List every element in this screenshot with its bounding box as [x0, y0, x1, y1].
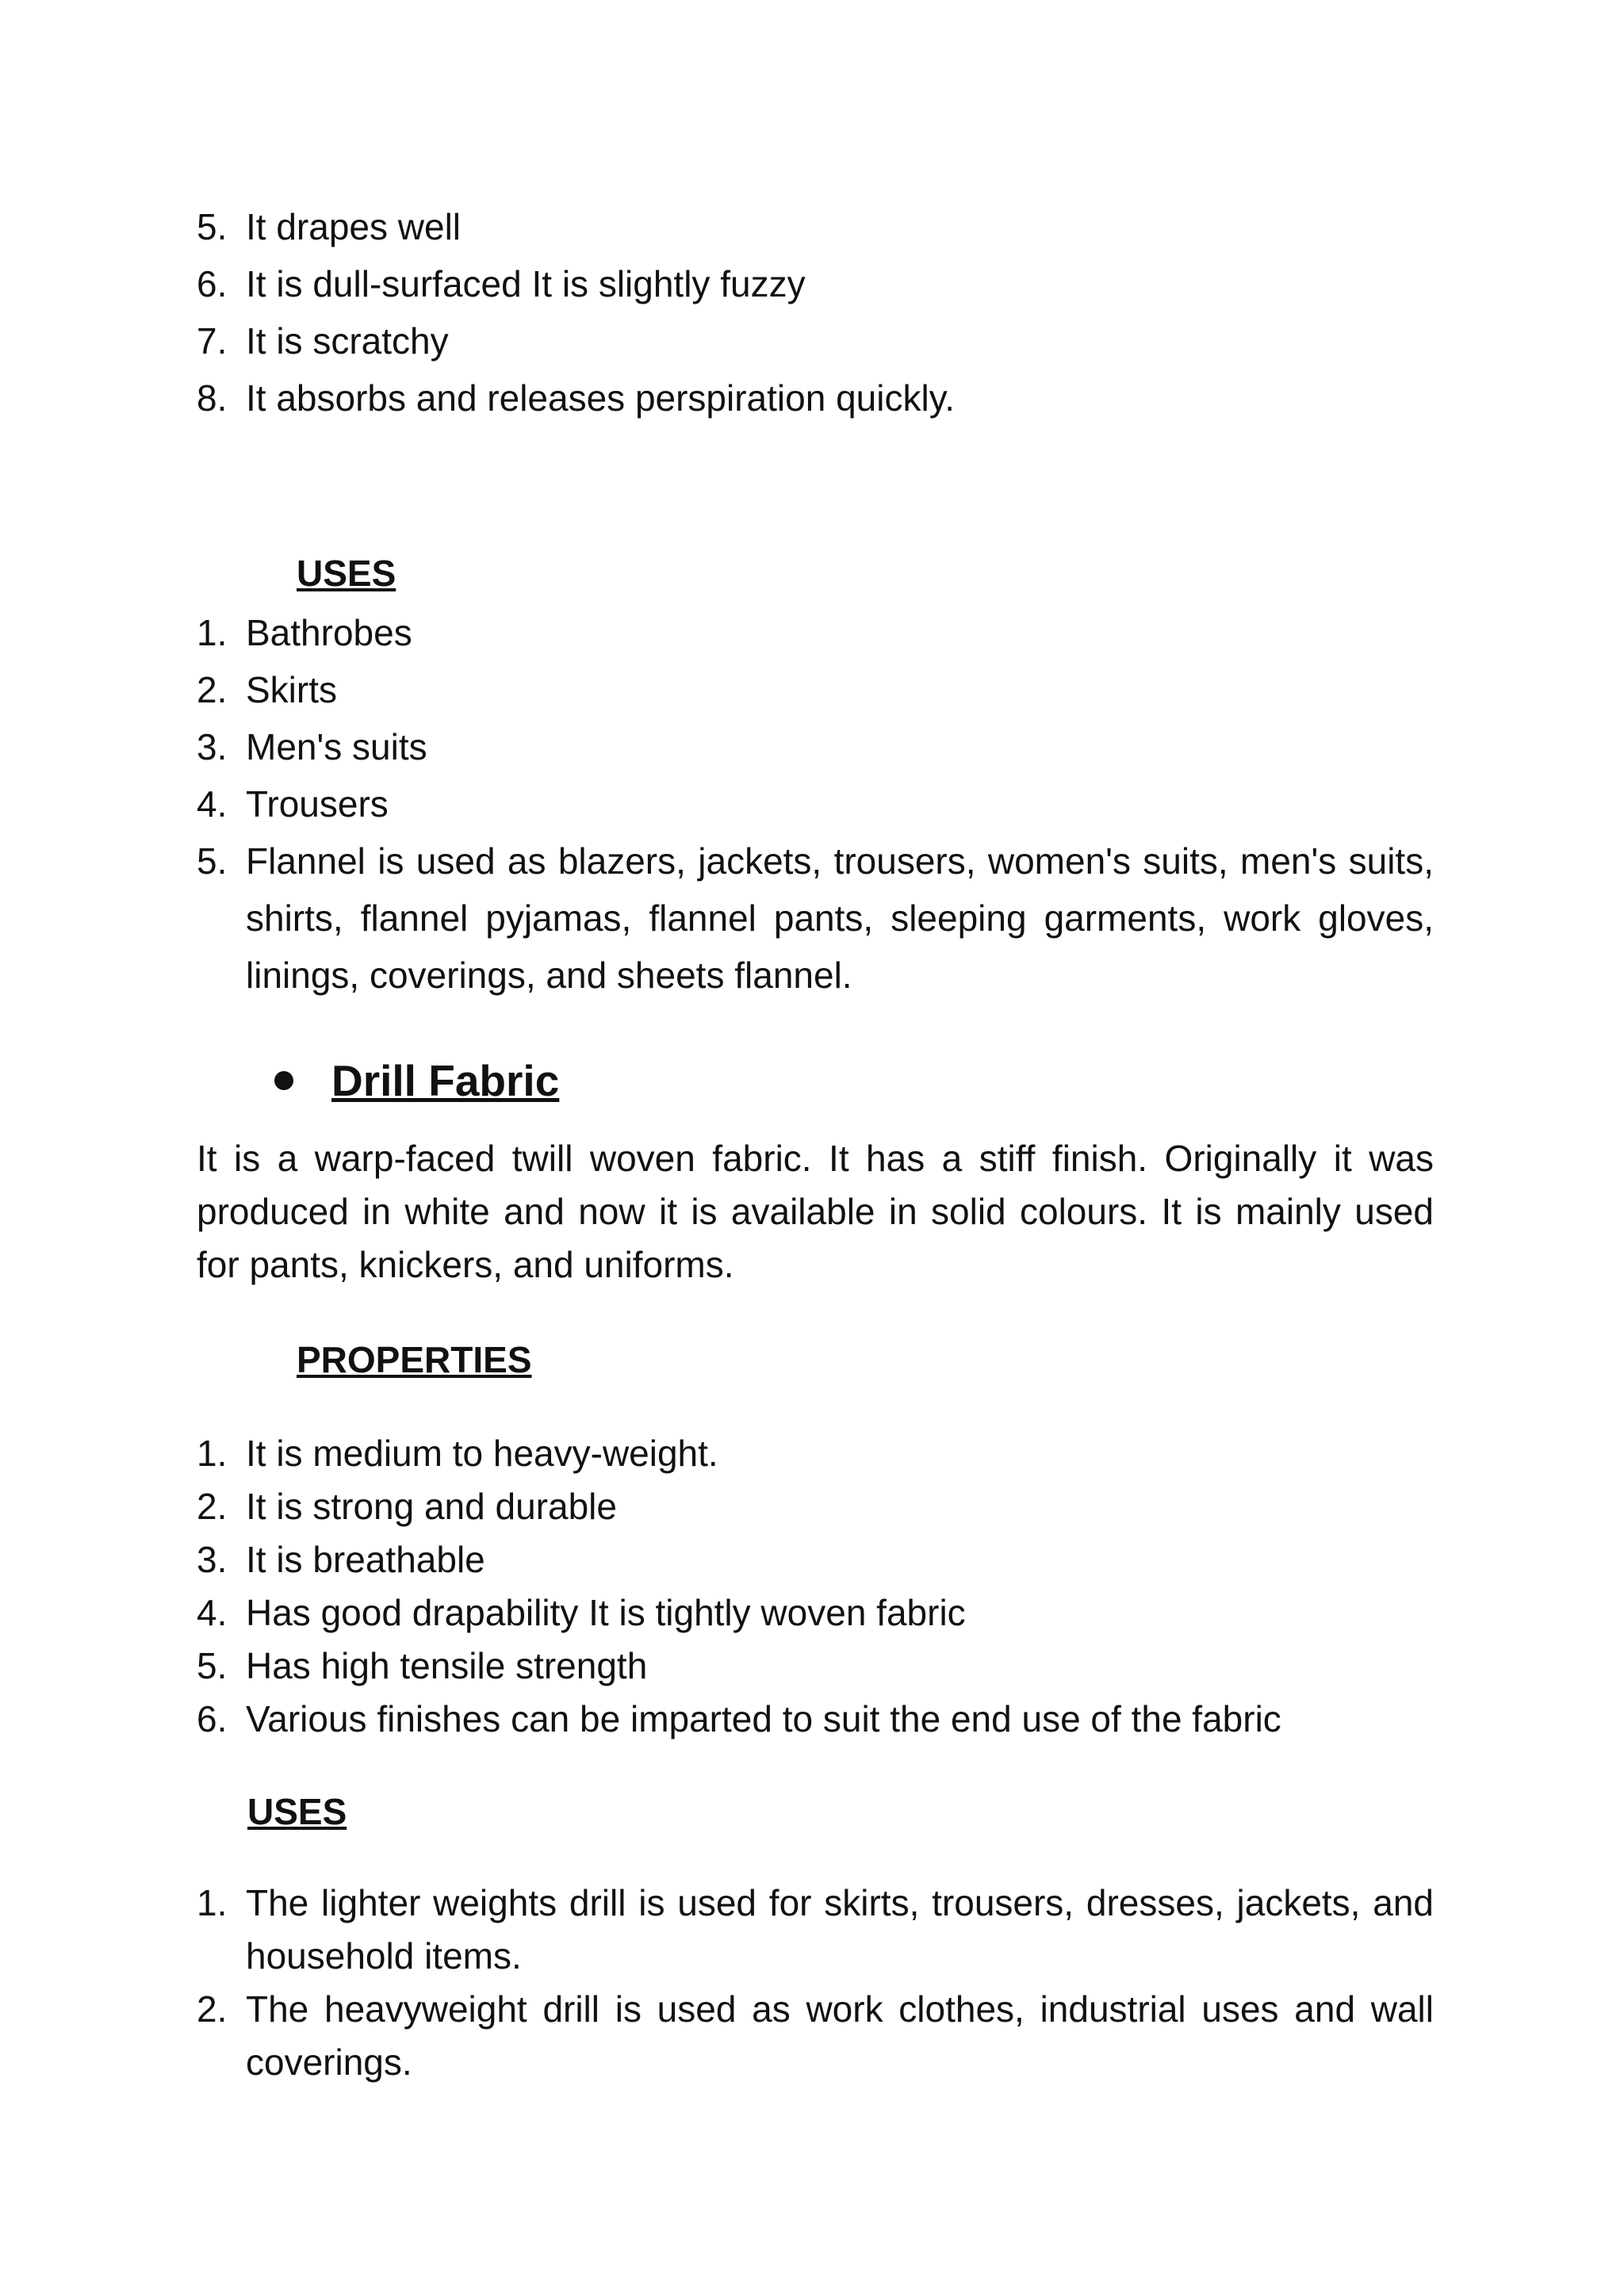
list-item: 1. The lighter weights drill is used for skirts, trousers, dresses, jackets, and household items.	[197, 1882, 1434, 1976]
list-item: 2. It is strong and durable	[197, 1486, 617, 1527]
description-paragraph: It is a warp-faced twill woven fabric. It has a stiff finish. Originally it was produced in white and now it is available in solid colours. It is mainly used for pants, knickers, and uniforms.	[197, 1138, 1434, 1285]
list-item: 6. It is dull-surfaced It is slightly fuzzy	[197, 263, 806, 304]
list-item: 8. It absorbs and releases perspiration quickly.	[197, 377, 956, 419]
bullet-icon	[274, 1071, 293, 1090]
list-item: 5. Has high tensile strength	[197, 1645, 648, 1686]
properties-list	[197, 1427, 1434, 1746]
list-item: 1. It is medium to heavy-weight.	[197, 1433, 718, 1474]
list-item: 3. It is breathable	[197, 1539, 485, 1580]
list-item: 5. It drapes well	[197, 206, 462, 247]
properties-heading: PROPERTIES	[297, 1339, 532, 1380]
section-title: Drill Fabric	[331, 1053, 559, 1108]
list-item: 4. Trousers	[197, 783, 389, 825]
list-item: 4. Has good drapability It is tightly woven fabric	[197, 1592, 966, 1633]
list-item: 7. It is scratchy	[197, 320, 449, 362]
list-item: 3. Men's suits	[197, 726, 427, 767]
uses-list	[197, 604, 1434, 1004]
uses-heading: USES	[247, 1791, 347, 1832]
list-item: 2. Skirts	[197, 669, 337, 710]
uses-heading: USES	[297, 553, 396, 594]
list-item: 2. The heavyweight drill is used as work clothes, industrial uses and wall coverings.	[197, 1988, 1434, 2083]
list-item: 1. Bathrobes	[197, 612, 412, 653]
properties-list-continued	[197, 198, 1434, 427]
list-item: 6. Various finishes can be imparted to suit the end use of the fabric	[197, 1698, 1281, 1739]
list-item: 5. Flannel is used as blazers, jackets, trousers, women's suits, men's suits, shirts, flannel pyjamas, flannel pants, sleeping garments, work gloves, linings, coverings, and sheets flannel.	[197, 840, 1434, 996]
uses-list	[197, 1877, 1434, 2089]
